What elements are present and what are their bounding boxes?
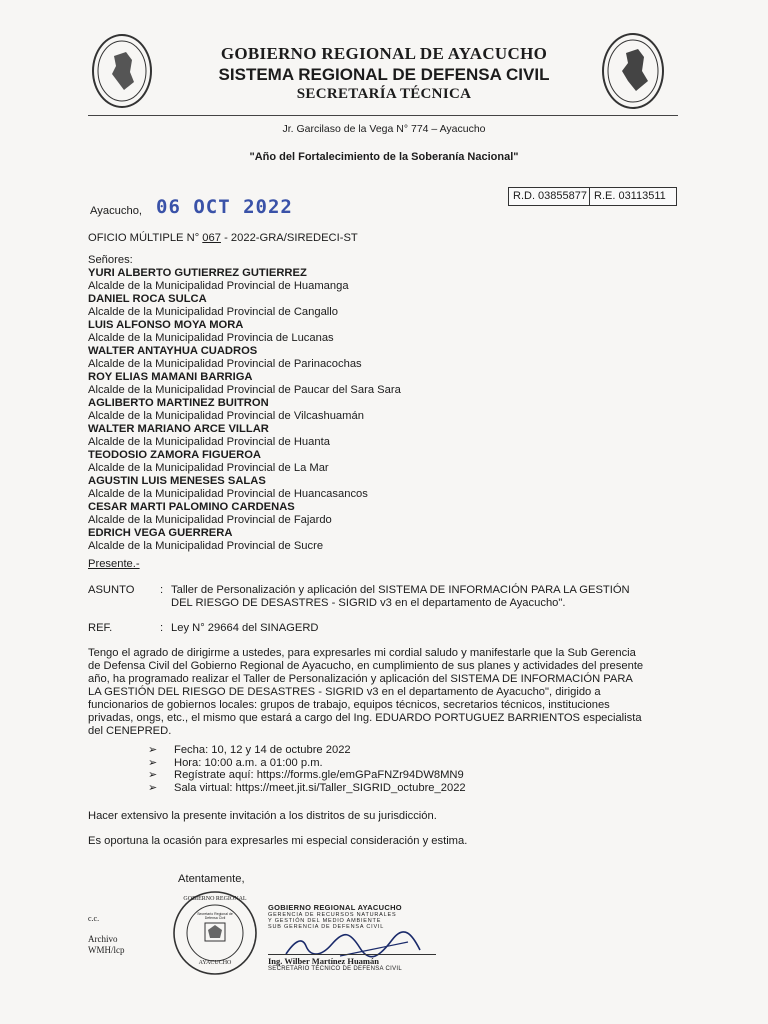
- stamp-line-4: SUB GERENCIA DE DEFENSA CIVIL: [268, 924, 385, 930]
- oficio-line: [88, 232, 358, 245]
- ref-sep: :: [160, 622, 164, 634]
- oficio-number: 067: [202, 232, 221, 244]
- date-place: Ayacucho,: [90, 205, 143, 217]
- stamp-line-1: GOBIERNO REGIONAL AYACUCHO: [268, 903, 402, 912]
- event-details-list: [148, 744, 466, 794]
- bullet-text: Hora: 10:00 a.m. a 01:00 p.m.: [174, 756, 323, 769]
- recipient-role: Alcalde de la Municipalidad Provincial de Parinacochas: [88, 358, 362, 370]
- recipient-role: Alcalde de la Municipalidad Provincial de La Mar: [88, 462, 329, 474]
- recipient-name: EDRICH VEGA GUERRERA: [88, 527, 233, 539]
- list-item: [148, 769, 466, 782]
- header-line-1: GOBIERNO REGIONAL DE AYACUCHO: [220, 44, 548, 63]
- recipient-name: TEODOSIO ZAMORA FIGUEROA: [88, 449, 261, 461]
- list-item: [148, 744, 466, 757]
- asunto-line-2: DEL RIESGO DE DESASTRES - SIGRID v3 en el departamento de Ayacucho".: [171, 597, 566, 609]
- signature-stamp: [268, 903, 438, 930]
- recipient-name: AGLIBERTO MARTINEZ BUITRON: [88, 397, 269, 409]
- asunto-sep: :: [160, 584, 164, 596]
- recipient-role: Alcalde de la Municipalidad Provincial de Huamanga: [88, 280, 349, 292]
- recipient-role: Alcalde de la Municipalidad Provincial de Paucar del Sara Sara: [88, 384, 401, 396]
- seal-outer-text: GOBIERNO REGIONAL: [183, 896, 247, 902]
- recipient-role: Alcalde de la Municipalidad Provincial de Sucre: [88, 540, 324, 552]
- date-stamp: 06 OCT 2022: [156, 196, 293, 218]
- header-line-3: SECRETARÍA TÉCNICA: [296, 86, 472, 102]
- signer-title: SECRETARIO TÉCNICO DE DEFENSA CIVIL: [268, 966, 402, 972]
- signature-line: [268, 954, 436, 955]
- recipient-list: [88, 267, 648, 553]
- body-line: del CENEPRED.: [88, 725, 172, 737]
- ref-value: Ley N° 29664 del SINAGERD: [171, 622, 319, 634]
- body-line: año, ha programado realizar el Taller de Personalización y aplicación del SISTEMA DE INFORMACIÓN PARA: [88, 673, 633, 685]
- bullet-text: Regístrate aquí: https://forms.gle/emGPaFNZr94DW8MN9: [174, 769, 464, 781]
- header-divider: [88, 115, 678, 116]
- recipient-role: Alcalde de la Municipalidad Provincial de Huanta: [88, 436, 330, 448]
- ref-label: REF.: [88, 622, 113, 634]
- recipients-header: Señores:: [88, 254, 133, 266]
- recipient-name: DANIEL ROCA SULCA: [88, 293, 207, 305]
- recipient-name: YURI ALBERTO GUTIERREZ GUTIERREZ: [88, 267, 307, 279]
- signature-round-seal: [172, 890, 258, 976]
- body-paragraph: [88, 647, 683, 738]
- presente: Presente.-: [88, 558, 140, 570]
- bullet-text: Fecha: 10, 12 y 14 de octubre 2022: [174, 744, 351, 756]
- arrow-bullet-icon: ➢: [148, 781, 158, 794]
- cc-note: c.c.: [88, 914, 100, 923]
- body-line: privadas, ongs, etc., el mismo que estará a cargo del Ing. EDUARDO PORTUGUEZ BARRIENTOS especialista: [88, 712, 642, 724]
- recipient-name: CESAR MARTI PALOMINO CARDENAS: [88, 501, 295, 513]
- arrow-bullet-icon: ➢: [148, 769, 158, 781]
- arrow-bullet-icon: ➢: [148, 744, 158, 756]
- body-line: LA GESTIÓN DEL RIESGO DE DESASTRES - SIGRID v3 en el departamento de Ayacucho", dirigido a: [88, 686, 601, 698]
- recipient-name: AGUSTIN LUIS MENESES SALAS: [88, 475, 266, 487]
- recipient-role: Alcalde de la Municipalidad Provincial de Vilcashuamán: [88, 410, 364, 422]
- seal-bottom-text: AYACUCHO: [198, 960, 232, 966]
- year-motto: "Año del Fortalecimiento de la Soberanía Nacional": [249, 151, 519, 163]
- asunto-label: ASUNTO: [88, 584, 135, 596]
- recipient-role: Alcalde de la Municipalidad Provincia de Lucanas: [88, 332, 334, 344]
- recipient-name: LUIS ALFONSO MOYA MORA: [88, 319, 244, 331]
- arrow-bullet-icon: ➢: [148, 756, 158, 769]
- recipient-role: Alcalde de la Municipalidad Provincial de Huancasancos: [88, 488, 368, 500]
- signer-name: Ing. Wilber Martínez Huamán: [268, 956, 379, 966]
- header-line-2: SISTEMA REGIONAL DE DEFENSA CIVIL: [218, 65, 550, 84]
- registry-rd: R.D. 03855877: [508, 187, 595, 206]
- recipient-role: Alcalde de la Municipalidad Provincial de Cangallo: [88, 306, 339, 318]
- list-item: [148, 757, 466, 770]
- initials-note: WMH/lcp: [88, 945, 125, 955]
- recipient-role: Alcalde de la Municipalidad Provincial de Fajardo: [88, 514, 332, 526]
- oficio-suffix: - 2022-GRA/SIREDECI-ST: [224, 232, 358, 244]
- atentamente: Atentamente,: [178, 873, 245, 885]
- closing-2: Es oportuna la ocasión para expresarles mi especial consideración y estima.: [88, 835, 468, 847]
- registry-re: R.E. 03113511: [589, 187, 677, 206]
- list-item: [148, 782, 466, 795]
- body-line: funcionarios de gobiernos locales: grupos de trabajo, equipos técnicos, secretarios técnicos, instituciones: [88, 699, 610, 711]
- body-line: de Defensa Civil del Gobierno Regional de Ayacucho, en cumplimiento de sus planes y actividades del presente: [88, 660, 644, 672]
- asunto-line-1: Taller de Personalización y aplicación del SISTEMA DE INFORMACIÓN PARA LA GESTIÓN: [171, 584, 630, 596]
- recipient-name: WALTER MARIANO ARCE VILLAR: [88, 423, 269, 435]
- closing-1: Hacer extensivo la presente invitación a los distritos de su jurisdicción.: [88, 810, 437, 822]
- recipient-name: WALTER ANTAYHUA CUADROS: [88, 345, 258, 357]
- stamp-line-3: Y GESTIÓN DEL MEDIO AMBIENTE: [268, 918, 382, 924]
- address: Jr. Garcilaso de la Vega N° 774 – Ayacucho: [282, 123, 486, 135]
- bullet-text: Sala virtual: https://meet.jit.si/Taller_SIGRID_octubre_2022: [174, 781, 466, 794]
- archivo-note: Archivo: [88, 934, 118, 944]
- seal-inner-text: Secretario Regional de Defensa Civil: [197, 912, 233, 920]
- oficio-prefix: OFICIO MÚLTIPLE N°: [88, 232, 200, 244]
- body-line: Tengo el agrado de dirigirme a ustedes, para expresarles mi cordial saludo y manifestarle que la Sub Gerencia: [88, 647, 636, 659]
- stamp-line-2: GERENCIA DE RECURSOS NATURALES: [268, 912, 397, 918]
- recipient-name: ROY ELIAS MAMANI BARRIGA: [88, 371, 253, 383]
